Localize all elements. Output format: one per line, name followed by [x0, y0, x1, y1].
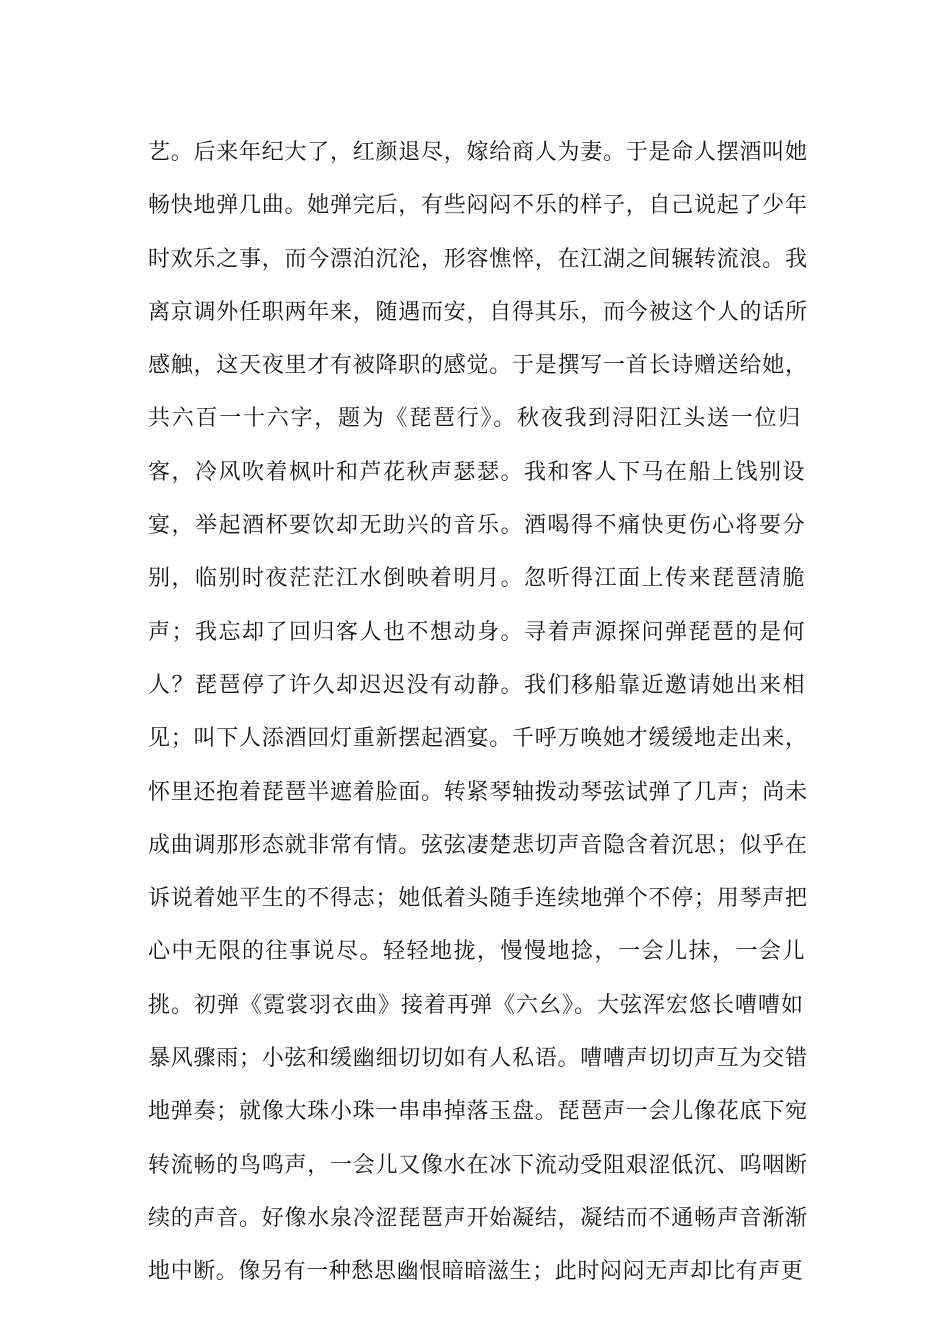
- body-text: [148, 126, 808, 1299]
- text-line: 挑。初弹《霓裳羽衣曲》接着再弹《六幺》。大弦浑宏悠长嘈嘈如: [148, 992, 805, 1018]
- text-line: 心中无限的往事说尽。轻轻地拢，慢慢地捻，一会儿抹，一会儿: [148, 939, 807, 965]
- text-line: 声；我忘却了回归客人也不想动身。寻着声源探问弹琵琶的是何: [148, 619, 807, 645]
- text-line: 地中断。像另有一种愁思幽恨暗暗滋生；此时闷闷无声却比有声更: [148, 1259, 804, 1285]
- text-line: 宴，举起酒杯要饮却无助兴的音乐。酒喝得不痛快更伤心将要分: [148, 513, 807, 539]
- text-line: 艺。后来年纪大了，红颜退尽，嫁给商人为妻。于是命人摆酒叫她: [148, 140, 808, 165]
- text-line: 成曲调那形态就非常有情。弦弦凄楚悲切声音隐含着沉思；似乎在: [148, 832, 808, 858]
- text-line: 时欢乐之事，而今漂泊沉沦，形容憔悴，在江湖之间辗转流浪。我: [148, 246, 808, 272]
- text-line: 诉说着她平生的不得志；她低着头随手连续地弹个不停；用琴声把: [148, 886, 808, 912]
- text-line: 感触，这天夜里才有被降职的感觉。于是撰写一首长诗赠送给她，: [148, 353, 808, 379]
- text-line: 别，临别时夜茫茫江水倒映着明月。忽听得江面上传来琵琶清脆: [148, 566, 807, 592]
- text-line: 人？琵琶停了许久却迟迟没有动静。我们移船靠近邀请她出来相: [148, 672, 807, 698]
- text-line: 转流畅的鸟鸣声，一会儿又像水在冰下流动受阻艰涩低沉、呜咽断: [148, 1152, 808, 1178]
- text-line: 见；叫下人添酒回灯重新摆起酒宴。千呼万唤她才缓缓地走出来，: [148, 726, 808, 752]
- text-line: 离京调外任职两年来，随遇而安，自得其乐，而今被这个人的话所: [148, 299, 808, 325]
- text-line: 共六百一十六字，题为《琵琶行》。秋夜我到浔阳江头送一位归: [148, 406, 803, 432]
- text-line: 畅快地弹几曲。她弹完后，有些闷闷不乐的样子，自己说起了少年: [148, 193, 808, 219]
- text-line: 怀里还抱着琵琶半遮着脸面。转紧琴轴拨动琴弦试弹了几声；尚未: [148, 779, 808, 805]
- text-line: 续的声音。好像水泉冷涩琵琶声开始凝结，凝结而不通畅声音渐渐: [148, 1205, 808, 1231]
- text-line: 地弹奏；就像大珠小珠一串串掉落玉盘。琵琶声一会儿像花底下宛: [148, 1099, 808, 1125]
- text-line: 暴风骤雨；小弦和缓幽细切切如有人私语。嘈嘈声切切声互为交错: [148, 1046, 808, 1072]
- text-line: 客，冷风吹着枫叶和芦花秋声瑟瑟。我和客人下马在船上饯别设: [148, 459, 807, 485]
